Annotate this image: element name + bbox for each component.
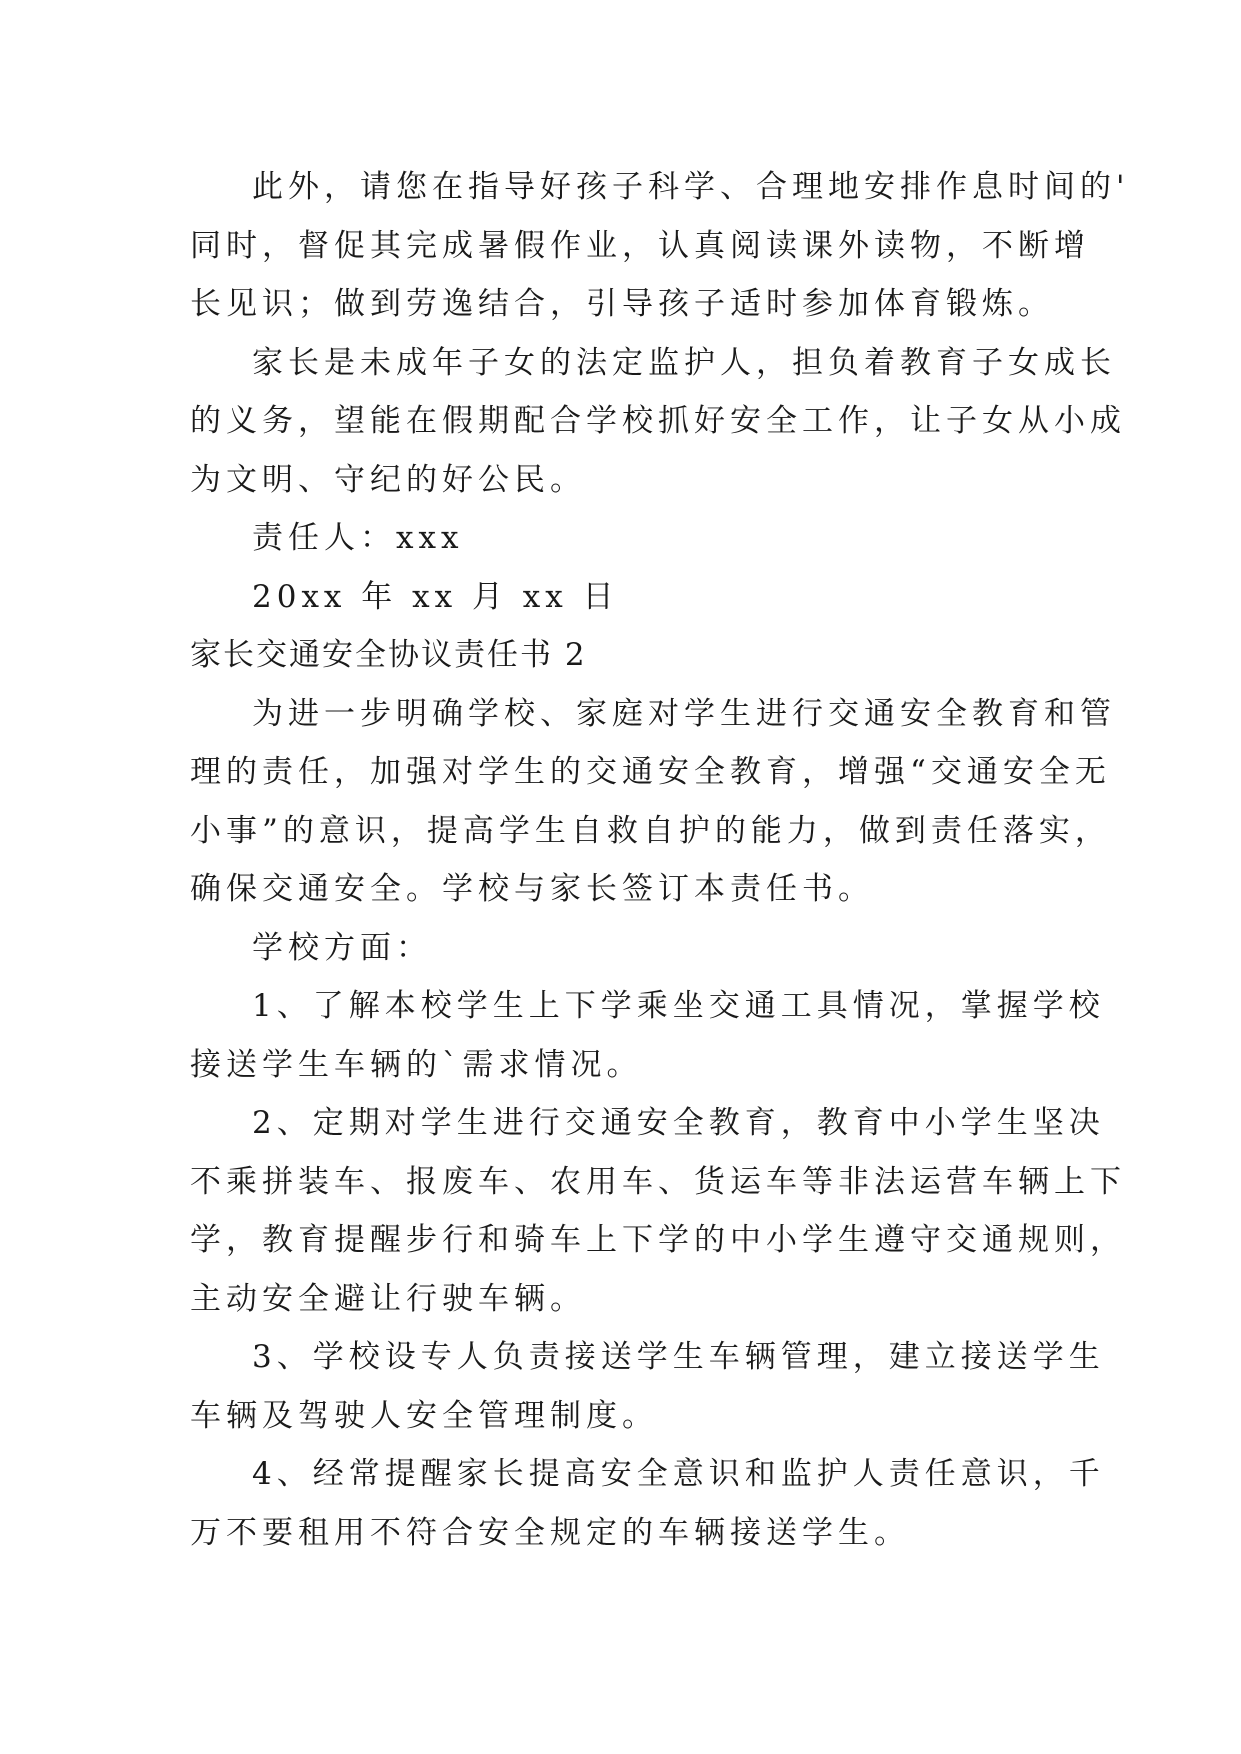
- text-line: 学，教育提醒步行和骑车上下学的中小学生遵守交通规则，: [190, 1222, 1126, 1258]
- list-item: 3、学校设专人负责接送学生车辆管理，建立接送学生: [252, 1339, 1105, 1375]
- text-line: 的义务，望能在假期配合学校抓好安全工作，让子女从小成: [190, 403, 1126, 439]
- signer-line: 责任人：xxx: [252, 520, 464, 556]
- date-line: 20xx 年 xx 月 xx 日: [252, 578, 619, 615]
- text-line: 为进一步明确学校、家庭对学生进行交通安全教育和管: [252, 695, 1116, 732]
- text-line: 车辆及驾驶人安全管理制度。: [190, 1397, 658, 1434]
- text-line: 为文明、守纪的好公民。: [190, 461, 586, 498]
- subsection-label: 学校方面：: [252, 929, 432, 966]
- text-line: 不乘拼装车、报废车、农用车、货运车等非法运营车辆上下: [190, 1163, 1126, 1200]
- text-line: 万不要租用不符合安全规定的车辆接送学生。: [190, 1514, 910, 1551]
- text-line: 理的责任，加强对学生的交通安全教育，增强“交通安全无: [190, 754, 1111, 790]
- list-item: 4、经常提醒家长提高安全意识和监护人责任意识，千: [252, 1456, 1105, 1492]
- text-line: 同时，督促其完成暑假作业，认真阅读课外读物，不断增: [190, 227, 1090, 264]
- text-line: 接送学生车辆的`需求情况。: [190, 1046, 643, 1083]
- text-line: 长见识；做到劳逸结合，引导孩子适时参加体育锻炼。: [190, 286, 1054, 322]
- document-body: [190, 158, 1130, 1562]
- text-line: 小事”的意识，提高学生自救自护的能力，做到责任落实，: [190, 812, 1111, 849]
- list-item: 1、了解本校学生上下学乘坐交通工具情况，掌握学校: [252, 988, 1105, 1024]
- text-line: 此外，请您在指导好孩子科学、合理地安排作息时间的': [252, 169, 1130, 205]
- section-title: 家长交通安全协议责任书 2: [190, 637, 587, 673]
- text-line: 主动安全避让行驶车辆。: [190, 1280, 586, 1317]
- list-item: 2、定期对学生进行交通安全教育，教育中小学生坚决: [252, 1105, 1105, 1141]
- text-line: 确保交通安全。学校与家长签订本责任书。: [190, 871, 874, 907]
- text-line: 家长是未成年子女的法定监护人，担负着教育子女成长: [252, 344, 1116, 381]
